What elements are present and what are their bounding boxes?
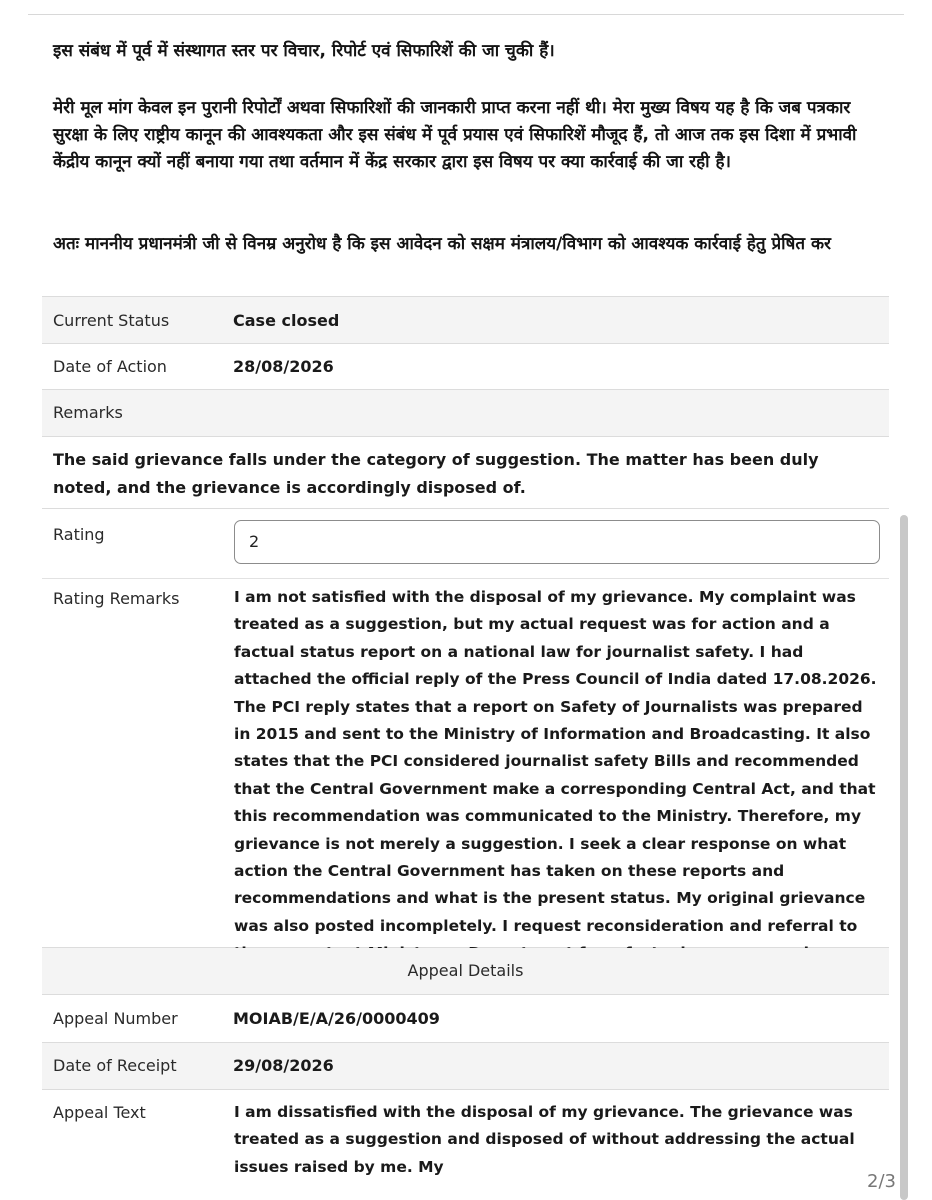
date-of-action-value: 28/08/2026 bbox=[233, 357, 334, 376]
appeal-number-row bbox=[42, 996, 889, 1043]
scrollbar[interactable] bbox=[900, 515, 908, 1200]
current-status-value: Case closed bbox=[233, 311, 340, 330]
date-of-action-row bbox=[42, 343, 889, 390]
intro-paragraph-3: अतः माननीय प्रधानमंत्री जी से विनम्र अनुरोध है कि इस आवेदन को सक्षम मंत्रालय/विभाग को आवश्यक कार्रवाई हेतु प्रेषित कर bbox=[53, 234, 831, 254]
appeal-details-title: Appeal Details bbox=[407, 961, 524, 980]
date-of-action-label: Date of Action bbox=[53, 357, 167, 376]
intro-paragraph-1: इस संबंध में पूर्व में संस्थागत स्तर पर विचार, रिपोर्ट एवं सिफारिशें की जा चुकी हैं। bbox=[53, 41, 555, 61]
appeal-number-label: Appeal Number bbox=[53, 1009, 178, 1028]
date-of-receipt-label: Date of Receipt bbox=[53, 1056, 177, 1075]
rating-value: 2 bbox=[249, 532, 260, 551]
remarks-label: Remarks bbox=[53, 403, 123, 422]
appeal-number-value: MOIAB/E/A/26/0000409 bbox=[233, 1009, 440, 1028]
date-of-receipt-row bbox=[42, 1043, 889, 1090]
remarks-text: The said grievance falls under the category of suggestion. The matter has been duly noted, and the grievance is accordingly disposed of. bbox=[53, 450, 819, 497]
page-number: 2/3 bbox=[867, 1171, 896, 1192]
date-of-receipt-value: 29/08/2026 bbox=[233, 1056, 334, 1075]
rating-input[interactable] bbox=[234, 520, 880, 564]
top-divider bbox=[28, 0, 904, 15]
remarks-row bbox=[42, 390, 889, 437]
rating-remarks-text: I am not satisfied with the disposal of my grievance. My complaint was treated as a suggestion, but my actual request was for action and a factual status report on a national law for journalist safety. I had attached the official reply of the Press Council of India dated 17.08.2026. The PCI reply states that a report on Safety of Journalists was prepared in 2015 and sent to the Ministry of Information and Broadcasting. It also states that the PCI considered journalist safety Bills and recommended that the Central Government make a corresponding Central Act, and that this recommendation was communicated to the Ministry. Therefore, my grievance is not merely a suggestion. I seek a clear response on what action the Central Government has taken on these reports and recommendations and what is the present status. My original grievance was also posted incompletely. I request reconsideration and referral to bbox=[234, 588, 877, 935]
current-status-row bbox=[42, 296, 889, 344]
current-status-label: Current Status bbox=[53, 311, 170, 330]
rating-remarks-label: Rating Remarks bbox=[53, 589, 180, 608]
appeal-text-value: I am dissatisfied with the disposal of my grievance. The grievance was treated as a suggestion and disposed of without addressing the actual issues raised by me. My bbox=[234, 1103, 855, 1176]
appeal-details-header bbox=[42, 948, 889, 995]
intro-paragraph-2: मेरी मूल मांग केवल इन पुरानी रिपोर्टों अथवा सिफारिशों की जानकारी प्राप्त करना नहीं थी। मेरा मुख्य विषय यह है कि जब पत्रकार सुरक्षा के लिए राष्ट्रीय कानून की आवश्यकता और इस संबंध में पूर्व प्रयास एवं सिफारिशें मौजूद हैं, तो आज तक इस दिशा में प्रभावी केंद्रीय कानून क्यों नहीं बनाया गया तथा वर्तमान में केंद्र सरकार द्वारा इस विषय पर क्या कार्रवाई की जा रही है। bbox=[53, 98, 857, 172]
appeal-text-label: Appeal Text bbox=[53, 1103, 146, 1122]
rating-label: Rating bbox=[53, 525, 105, 544]
